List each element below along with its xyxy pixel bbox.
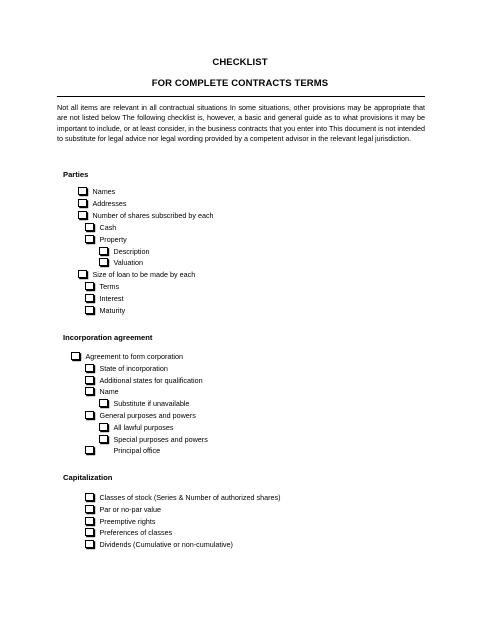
checklist-item-label: Agreement to form corporation — [85, 352, 183, 361]
document-subtitle: FOR COMPLETE CONTRACTS TERMS — [151, 78, 329, 89]
checklist-item-label: Classes of stock (Series & Number of authorized shares) — [99, 493, 281, 502]
intro-paragraph: Not all items are relevant in all contractual situations In some situations, other provisions may be appropriate that are not listed below The following checklist is, however, a basic and general guide as to what provisions it may be important to include, or at least consider, in the business contracts that you enter into This document is not intended to substitute for legal advice nor legal wording provided by a competent advisor in the relevant legal jurisdiction. — [57, 103, 425, 144]
checklist-item-label: Name — [99, 387, 119, 396]
checklist-item[interactable] — [99, 398, 189, 410]
checkbox-icon[interactable] — [85, 528, 94, 537]
checklist-item[interactable] — [99, 257, 143, 269]
checklist-item-label: Substitute if unavailable — [113, 399, 190, 408]
checklist-item[interactable] — [85, 386, 119, 398]
checkbox-icon[interactable] — [85, 387, 94, 396]
checklist-item[interactable] — [99, 246, 149, 258]
checkbox-icon[interactable] — [85, 306, 94, 315]
checklist-item[interactable] — [85, 539, 233, 551]
checklist-item-label: Valuation — [113, 258, 143, 267]
checklist-item-label: Special purposes and powers — [113, 435, 208, 444]
checklist-item[interactable] — [85, 293, 123, 305]
checklist-item-label: Preemptive rights — [99, 517, 156, 526]
checkbox-icon[interactable] — [99, 423, 108, 432]
checklist-item[interactable] — [78, 210, 214, 222]
title-divider — [57, 96, 425, 97]
checklist-item-label: Property — [99, 235, 127, 244]
checklist-item[interactable] — [85, 234, 127, 246]
checkbox-icon[interactable] — [85, 540, 94, 549]
section-heading-incorporation: Incorporation agreement — [63, 333, 153, 342]
checklist-item-label: Names — [92, 187, 116, 196]
checkbox-icon[interactable] — [85, 235, 94, 244]
checklist-item-label: Addresses — [92, 199, 127, 208]
checklist-item[interactable] — [85, 281, 119, 293]
checkbox-icon[interactable] — [99, 247, 108, 256]
checkbox-icon[interactable] — [85, 493, 94, 502]
checklist-item-label: State of incorporation — [99, 364, 168, 373]
checkbox-icon[interactable] — [85, 411, 94, 420]
checkbox-icon[interactable] — [85, 223, 94, 232]
checklist-item[interactable] — [99, 422, 173, 434]
checkbox-icon[interactable] — [78, 187, 87, 196]
document-title: CHECKLIST — [212, 57, 268, 68]
checklist-item[interactable] — [85, 504, 161, 516]
checklist-item-label: All lawful purposes — [113, 423, 174, 432]
checklist-item-label: Size of loan to be made by each — [92, 270, 196, 279]
checkbox-icon[interactable] — [85, 294, 94, 303]
checkbox-icon[interactable] — [85, 505, 94, 514]
checklist-item[interactable] — [85, 445, 160, 457]
checklist-item-label: Terms — [99, 282, 120, 291]
checkbox-icon[interactable] — [99, 399, 108, 408]
checkbox-icon[interactable] — [99, 258, 108, 267]
checklist-item-label: General purposes and powers — [99, 411, 196, 420]
checklist-item[interactable] — [99, 434, 208, 446]
checklist-item[interactable] — [71, 351, 183, 363]
checklist-item[interactable] — [85, 363, 168, 375]
checklist-item-label: Dividends (Cumulative or non-cumulative) — [99, 540, 233, 549]
checkbox-icon[interactable] — [71, 352, 80, 361]
checkbox-icon[interactable] — [85, 282, 94, 291]
checklist-item[interactable] — [85, 516, 155, 528]
checklist-item-label: Principal office — [113, 446, 161, 455]
checklist-item-label: Description — [113, 247, 150, 256]
checkbox-icon[interactable] — [85, 446, 94, 455]
checkbox-icon[interactable] — [85, 376, 94, 385]
checklist-item[interactable] — [85, 527, 172, 539]
checklist-item-label: Interest — [99, 294, 124, 303]
checklist-item[interactable] — [85, 410, 196, 422]
checklist-item-label: Number of shares subscribed by each — [92, 211, 214, 220]
checkbox-icon[interactable] — [85, 517, 94, 526]
checklist-item[interactable] — [78, 269, 195, 281]
checklist-item[interactable] — [85, 305, 125, 317]
checklist-item[interactable] — [85, 222, 116, 234]
section-heading-parties: Parties — [63, 170, 89, 179]
checklist-item-label: Maturity — [99, 306, 126, 315]
checkbox-icon[interactable] — [99, 435, 108, 444]
checklist-item[interactable] — [78, 198, 126, 210]
checklist-item[interactable] — [85, 375, 203, 387]
checklist-item[interactable] — [78, 186, 115, 198]
checkbox-icon[interactable] — [78, 199, 87, 208]
checkbox-icon[interactable] — [78, 211, 87, 220]
checkbox-icon[interactable] — [85, 364, 94, 373]
checklist-item-label: Additional states for qualification — [99, 376, 203, 385]
checklist-item-label: Cash — [99, 223, 117, 232]
checkbox-icon[interactable] — [78, 270, 87, 279]
checklist-item-label: Preferences of classes — [99, 528, 173, 537]
checklist-item-label: Par or no-par value — [99, 505, 162, 514]
checklist-item[interactable] — [85, 492, 280, 504]
section-heading-capitalization: Capitalization — [63, 473, 113, 482]
